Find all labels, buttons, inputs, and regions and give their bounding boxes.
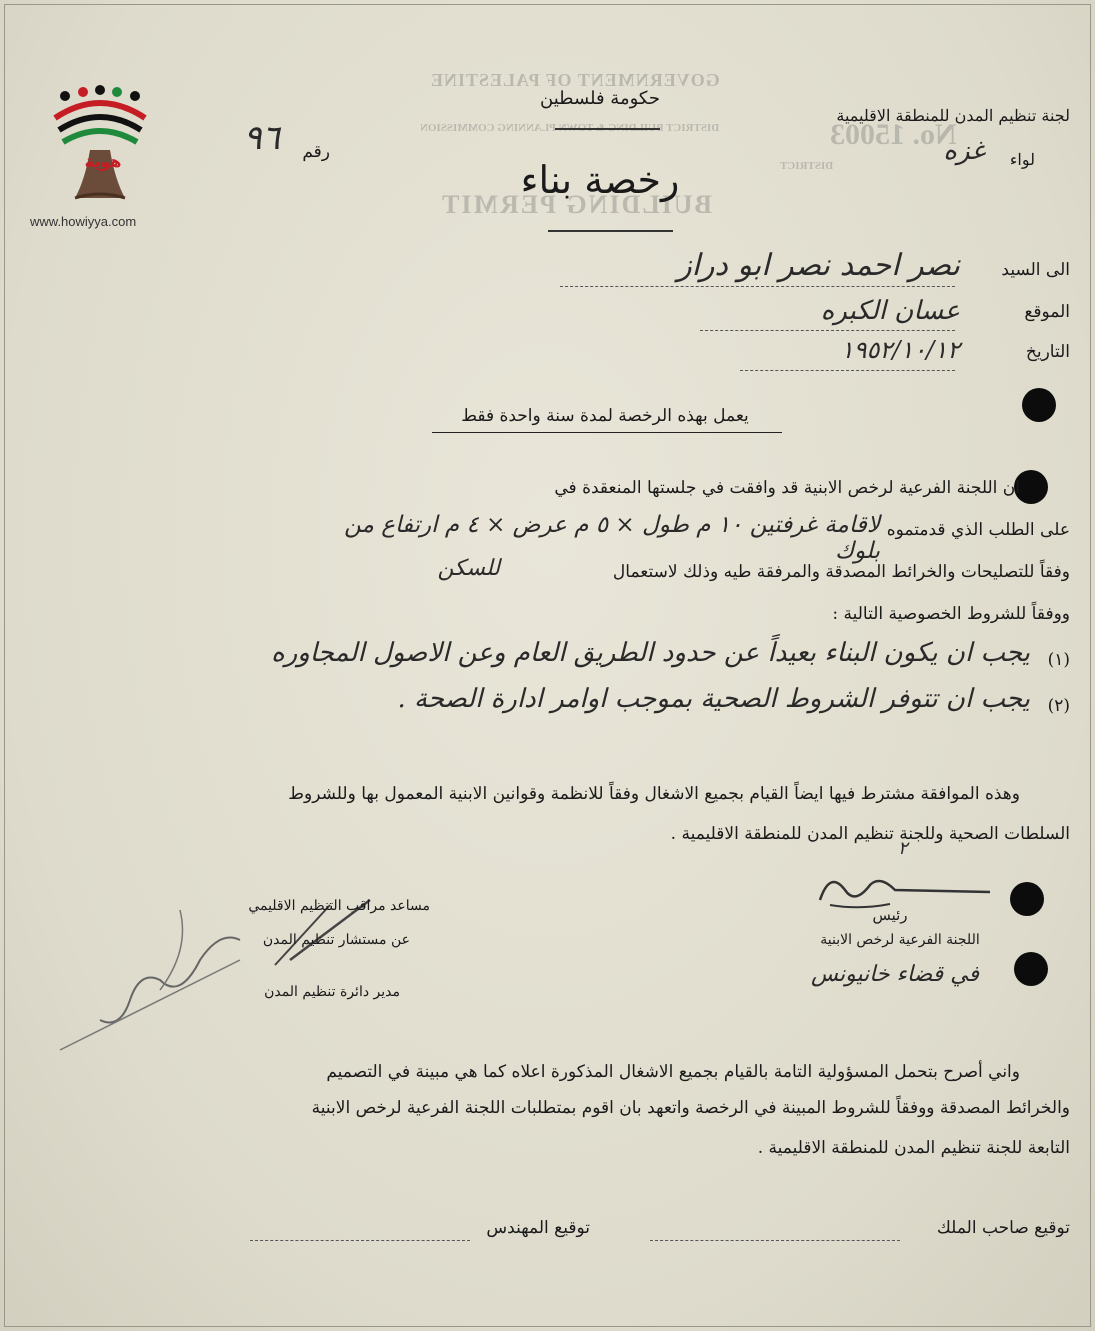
validity-rule bbox=[432, 432, 782, 433]
ghost-district: DISTRICT bbox=[780, 160, 834, 172]
body-line2-label: على الطلب الذي قدمتموه bbox=[886, 520, 1070, 540]
howiyya-logo bbox=[45, 80, 155, 210]
header-government: حكومة فلسطين bbox=[540, 88, 660, 109]
punch-hole-3 bbox=[1010, 882, 1044, 916]
assistant-line2: عن مستشار تنظيم المدن bbox=[262, 932, 410, 948]
owner-signature-line bbox=[650, 1240, 900, 1241]
ghost-commission: DISTRICT BUILDING & TOWN PLANNING COMMISSION bbox=[420, 122, 720, 134]
owner-signature-label: توقيع صاحب الملك bbox=[936, 1218, 1070, 1238]
to-value: نصر احمد نصر ابو دراز bbox=[677, 248, 960, 283]
agreement-line1: وهذه الموافقة مشترط فيها ايضاً القيام بجميع الاشغال وفقاً للانظمة وقوانين الابنية المعمول بها وللشروط bbox=[288, 784, 1020, 804]
permit-title-rule bbox=[548, 230, 673, 232]
declaration-line1: واني أصرح بتحمل المسؤولية التامة بالقيام بجميع الاشغال المذكورة اعلاه كما هي مبينة في التصميم bbox=[326, 1062, 1020, 1082]
chair-title: رئيس bbox=[872, 906, 908, 924]
validity-note: يعمل بهذه الرخصة لمدة سنة واحدة فقط bbox=[461, 406, 749, 426]
chair-number: ٢ bbox=[898, 838, 908, 859]
agreement-line2: السلطات الصحية وللجنة تنظيم المدن للمنطقة الاقليمية . bbox=[670, 824, 1070, 844]
ghost-government: GOVERNMENT OF PALESTINE bbox=[430, 70, 720, 90]
punch-hole-1 bbox=[1022, 388, 1056, 422]
howiyya-url: www.howiyya.com bbox=[30, 214, 137, 229]
site-value: عسان الكبره bbox=[820, 296, 960, 326]
body-line2-value: لاقامة غرفتين ١٠ م طول × ٥ م عرض × ٤ م ارتفاع من بلوك bbox=[344, 512, 880, 564]
permit-title: رخصة بناء bbox=[520, 158, 680, 202]
number-label: رقم bbox=[302, 142, 330, 162]
district-value: غزه bbox=[943, 136, 985, 166]
condition2-text: يجب ان تتوفر الشروط الصحية بموجب اوامر ادارة الصحة . bbox=[397, 684, 1030, 714]
tree-logo-icon bbox=[45, 80, 155, 210]
chair-place: في قضاء خانيونس bbox=[810, 962, 980, 987]
engineer-signature-label: توقيع المهندس bbox=[486, 1218, 590, 1238]
assistant-line1: مساعد مراقب التنظيم الاقليمي bbox=[248, 898, 430, 914]
number-value: ٩٦ bbox=[243, 118, 280, 158]
header-committee: لجنة تنظيم المدن للمنطقة الاقليمية bbox=[836, 106, 1070, 125]
chair-body: اللجنة الفرعية لرخص الابنية bbox=[820, 932, 980, 948]
site-label: الموقع bbox=[1024, 302, 1070, 322]
date-label: التاريخ bbox=[1025, 342, 1070, 362]
punch-hole-4 bbox=[1014, 952, 1048, 986]
to-dotted-line bbox=[560, 286, 955, 287]
declaration-line3: التابعة للجنة تنظيم المدن للمنطقة الاقليمية . bbox=[757, 1138, 1070, 1158]
body-line1: ان اللجنة الفرعية لرخص الابنية قد وافقت في جلستها المنعقدة في bbox=[554, 478, 1020, 498]
body-line3-label: وفقاً للتصليحات والخرائط المصدقة والمرفقة طيه وذلك لاستعمال bbox=[612, 562, 1070, 582]
header-government-rule bbox=[555, 128, 660, 130]
to-label: الى السيد bbox=[1001, 260, 1070, 280]
ghost-permit: BUILDING PERMIT bbox=[440, 190, 712, 219]
engineer-signature-line bbox=[250, 1240, 470, 1241]
assistant-line3: مدير دائرة تنظيم المدن bbox=[264, 984, 400, 1000]
ghost-serial: No. 15003 bbox=[830, 118, 957, 151]
date-dotted-line bbox=[740, 370, 955, 371]
conditions-label: ووفقاً للشروط الخصوصية التالية : bbox=[832, 604, 1070, 624]
declaration-line2: والخرائط المصدقة ووفقاً للشروط المبينة في الرخصة واتعهد بان اقوم بمتطلبات اللجنة الفرعية لرخص الابنية bbox=[311, 1098, 1070, 1118]
site-dotted-line bbox=[700, 330, 955, 331]
date-value: ١٩٥٢/١٠/١٢ bbox=[840, 336, 960, 364]
condition1-text: يجب ان يكون البناء بعيداً عن حدود الطريق العام وعن الاصول المجاوره bbox=[271, 638, 1030, 668]
assistant-signature-icon bbox=[40, 890, 400, 1060]
body-line3-value: للسكن bbox=[437, 556, 500, 581]
condition2-number: (٢) bbox=[1047, 696, 1070, 716]
condition1-number: (١) bbox=[1047, 650, 1070, 670]
logo-script-label: هوية bbox=[84, 152, 122, 171]
district-label: لواء bbox=[1009, 150, 1035, 169]
